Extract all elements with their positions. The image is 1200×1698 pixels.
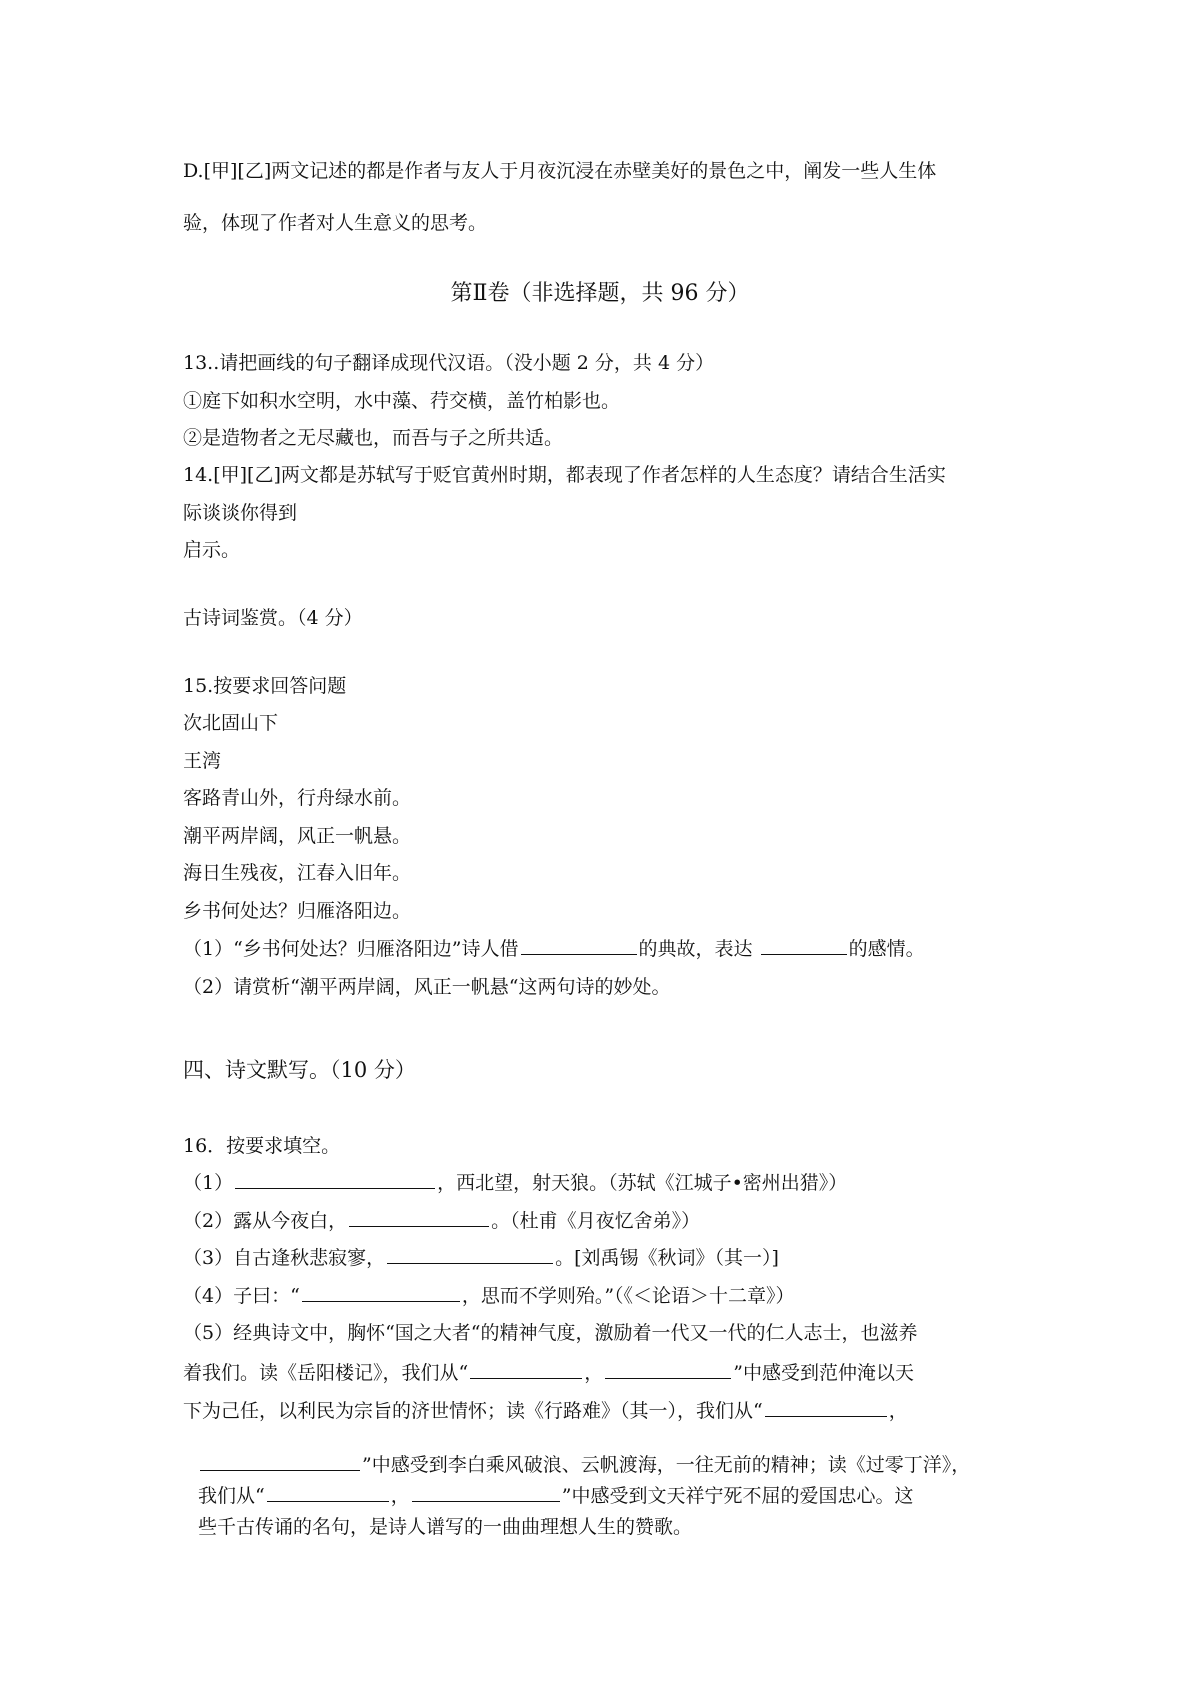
q13-sentence-2: ②是造物者之无尽藏也，而吾与子之所共适。 (183, 427, 564, 449)
q16-item-1-suffix: ，西北望，射天狼。（苏轼《江城子•密州出猎》） (437, 1172, 848, 1194)
answer-blank[interactable] (267, 1483, 389, 1502)
answer-blank[interactable] (412, 1483, 560, 1502)
answer-blank[interactable] (349, 1208, 489, 1227)
answer-blank[interactable] (765, 1398, 887, 1417)
poem-line: 海日生残夜，江春入旧年。 (183, 862, 412, 884)
q12-option-d-line2: 验，体现了作者对人生意义的思考。 (183, 212, 488, 234)
q14-line1: 14.[甲][乙]两文都是苏轼写于贬官黄州时期，都表现了作者怎样的人生态度？请结合生活实 (183, 464, 946, 486)
q16-item-5-text: 下为己任，以利民为宗旨的济世情怀；读《行路难》（其一），我们从“ (183, 1400, 763, 1422)
q16-item-5-line4 (198, 1452, 970, 1478)
q15-sub1-text-c: 的感情。 (848, 938, 925, 960)
q16-item-5-line1: （5）经典诗文中，胸怀“国之大者“的精神气度，激励着一代又一代的仁人志士，也滋养 (183, 1322, 918, 1344)
q16-item-3 (183, 1245, 779, 1271)
q14-line2: 际谈谈你得到 (183, 502, 298, 524)
q16-item-2 (183, 1208, 700, 1234)
q16-item-1-prefix: （1） (183, 1172, 234, 1194)
q14-line3: 启示。 (183, 539, 241, 561)
poem-title: 次北固山下 (183, 712, 279, 734)
q16-item-1 (183, 1170, 847, 1196)
q12-option-d-line1: D.[甲][乙]两文记述的都是作者与友人于月夜沉浸在赤壁美好的景色之中，阐发一些人生体 (183, 160, 937, 182)
q16-item-4-suffix: ，思而不学则殆。”（《＜论语＞十二章》） (461, 1285, 795, 1307)
q16-item-3-suffix: 。[刘禹锡《秋词》（其一）] (555, 1247, 779, 1269)
answer-blank[interactable] (521, 936, 637, 955)
poem-line: 乡书何处达？归雁洛阳边。 (183, 900, 412, 922)
q16-item-5-line5 (198, 1483, 913, 1509)
q16-item-3-prefix: （3）自古逢秋悲寂寥， (183, 1247, 386, 1269)
q16-item-5-line3 (183, 1398, 908, 1424)
q16-item-5-text: ”中感受到李白乘风破浪、云帆渡海，一往无前的精神；读《过零丁洋》， (362, 1454, 971, 1476)
q16-item-2-suffix: 。（杜甫《月夜忆舍弟》） (491, 1210, 701, 1232)
answer-blank[interactable] (470, 1360, 582, 1379)
part2-title: 第Ⅱ卷（非选择题，共 96 分） (450, 281, 750, 306)
answer-blank[interactable] (761, 936, 847, 955)
q15-sub1-text-a: （1）“乡书何处达？归雁洛阳边”诗人借 (183, 938, 519, 960)
poem-line: 潮平两岸阔，风正一帆悬。 (183, 825, 412, 847)
q16-item-5-line6: 些千古传诵的名句，是诗人谱写的一曲曲理想人生的赞歌。 (198, 1516, 693, 1538)
q15-sub1-text-b: 的典故，表达 (638, 938, 759, 960)
q16-item-5-text: ， (888, 1400, 908, 1422)
q13-sentence-1: ①庭下如积水空明，水中藻、荇交横，盖竹柏影也。 (183, 390, 621, 412)
q16-item-5-line2 (183, 1360, 914, 1386)
answer-blank[interactable] (200, 1452, 360, 1471)
section4-heading: 四、诗文默写。（10 分） (183, 1058, 416, 1082)
q16-item-2-prefix: （2）露从今夜白， (183, 1210, 348, 1232)
q16-item-5-text: ， (390, 1485, 410, 1507)
q16-item-4-prefix: （4）子曰：“ (183, 1285, 300, 1307)
q16-item-5-text: 我们从“ (198, 1485, 265, 1507)
answer-blank[interactable] (605, 1360, 731, 1379)
answer-blank[interactable] (235, 1170, 435, 1189)
poem-author: 王湾 (183, 750, 222, 772)
q15-stem: 15.按要求回答问题 (183, 675, 347, 697)
answer-blank[interactable] (387, 1245, 553, 1264)
q16-item-5-text: ”中感受到文天祥宁死不屈的爱国忠心。这 (561, 1485, 914, 1507)
poem-line: 客路青山外，行舟绿水前。 (183, 787, 412, 809)
q15-sub1 (183, 936, 925, 962)
q13-stem: 13..请把画线的句子翻译成现代汉语。（没小题 2 分，共 4 分） (183, 352, 715, 374)
poetry-section-heading: 古诗词鉴赏。（4 分） (183, 607, 363, 629)
q16-stem: 16．按要求填空。 (183, 1135, 341, 1157)
q15-sub2: （2）请赏析“潮平两岸阔，风正一帆悬“这两句诗的妙处。 (183, 976, 671, 998)
q16-item-5-text: ， (584, 1362, 604, 1384)
answer-blank[interactable] (302, 1283, 460, 1302)
q16-item-5-text: ”中感受到范仲淹以天 (733, 1362, 914, 1384)
q16-item-4 (183, 1283, 795, 1309)
q16-item-5-text: 着我们。读《岳阳楼记》，我们从“ (183, 1362, 469, 1384)
